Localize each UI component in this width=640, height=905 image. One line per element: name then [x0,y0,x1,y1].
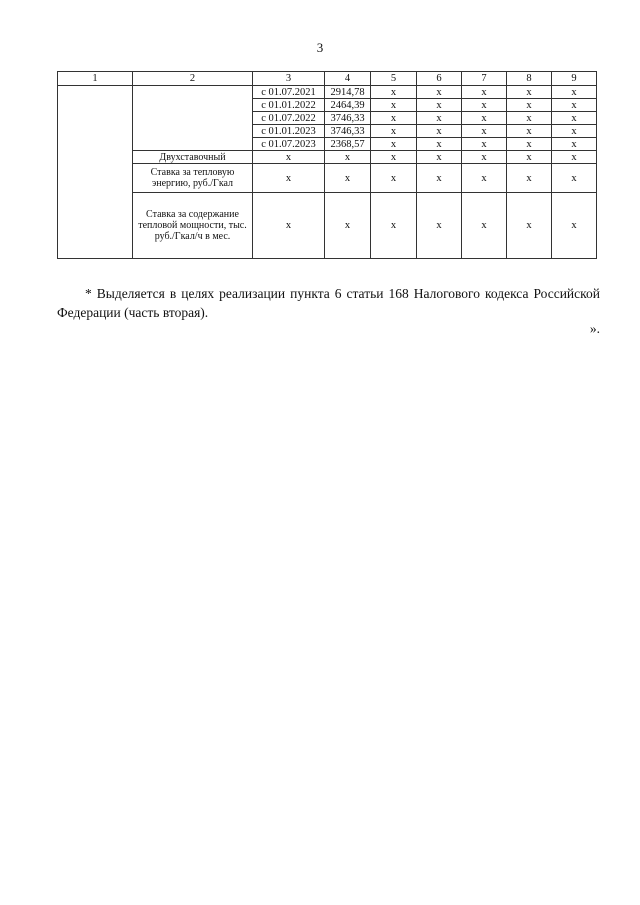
row-label-two-rate: Двухставочный [133,151,253,164]
cell: х [507,193,552,259]
period-value: 3746,33 [325,112,371,125]
period-date: с 01.07.2021 [253,86,325,99]
table-row [58,164,597,193]
page-number: 3 [316,40,324,55]
cell: х [325,164,371,193]
closing-quote: ». [589,321,600,336]
cell: х [462,125,507,138]
cell: х [371,112,417,125]
column-number: 7 [462,72,507,86]
cell: х [417,125,462,138]
cell: х [507,86,552,99]
cell: х [507,112,552,125]
cell: х [417,99,462,112]
cell: х [552,99,597,112]
cell: х [552,86,597,99]
cell: х [417,193,462,259]
empty-cell [133,86,253,151]
cell: х [325,193,371,259]
cell: х [371,86,417,99]
cell: х [417,164,462,193]
cell: х [417,112,462,125]
cell: х [552,138,597,151]
cell: х [417,86,462,99]
cell: х [507,125,552,138]
cell: х [325,151,371,164]
cell: х [552,125,597,138]
cell: х [371,99,417,112]
footnote: * Выделяется в целях реализации пункта 6 статьи 168 Налогового кодекса Российской Федерации (часть вторая). [57,286,600,320]
cell: х [552,151,597,164]
period-date: с 01.07.2023 [253,138,325,151]
cell: х [253,193,325,259]
cell: х [371,125,417,138]
cell: х [462,138,507,151]
cell: х [462,193,507,259]
cell: х [253,164,325,193]
column-number: 6 [417,72,462,86]
period-value: 2914,78 [325,86,371,99]
row-label-power-rate: Ставка за содержание тепловой мощности, тыс. руб./Гкал/ч в мес. [133,193,253,259]
cell: х [462,164,507,193]
cell: х [552,193,597,259]
cell: х [507,99,552,112]
cell: х [462,112,507,125]
cell: х [417,138,462,151]
tariff-table [57,71,597,259]
cell: х [552,112,597,125]
period-date: с 01.01.2023 [253,125,325,138]
table-row [58,151,597,164]
table-row [58,193,597,259]
column-number: 8 [507,72,552,86]
cell: х [371,193,417,259]
cell: х [462,151,507,164]
cell: х [462,99,507,112]
column-number: 2 [133,72,253,86]
cell: х [371,151,417,164]
cell: х [417,151,462,164]
period-date: с 01.07.2022 [253,112,325,125]
column-number-row [58,72,597,86]
period-date: с 01.01.2022 [253,99,325,112]
column-number: 4 [325,72,371,86]
period-value: 2368,57 [325,138,371,151]
cell: х [253,151,325,164]
column-number: 5 [371,72,417,86]
cell: х [371,138,417,151]
cell: х [507,138,552,151]
cell: х [371,164,417,193]
period-value: 2464,39 [325,99,371,112]
column-number: 3 [253,72,325,86]
row-label-energy-rate: Ставка за тепловую энергию, руб./Гкал [133,164,253,193]
cell: х [507,164,552,193]
cell: х [507,151,552,164]
column-number: 9 [552,72,597,86]
period-value: 3746,33 [325,125,371,138]
cell: х [462,86,507,99]
table-row [58,86,597,99]
empty-cell [58,86,133,259]
cell: х [552,164,597,193]
column-number: 1 [58,72,133,86]
